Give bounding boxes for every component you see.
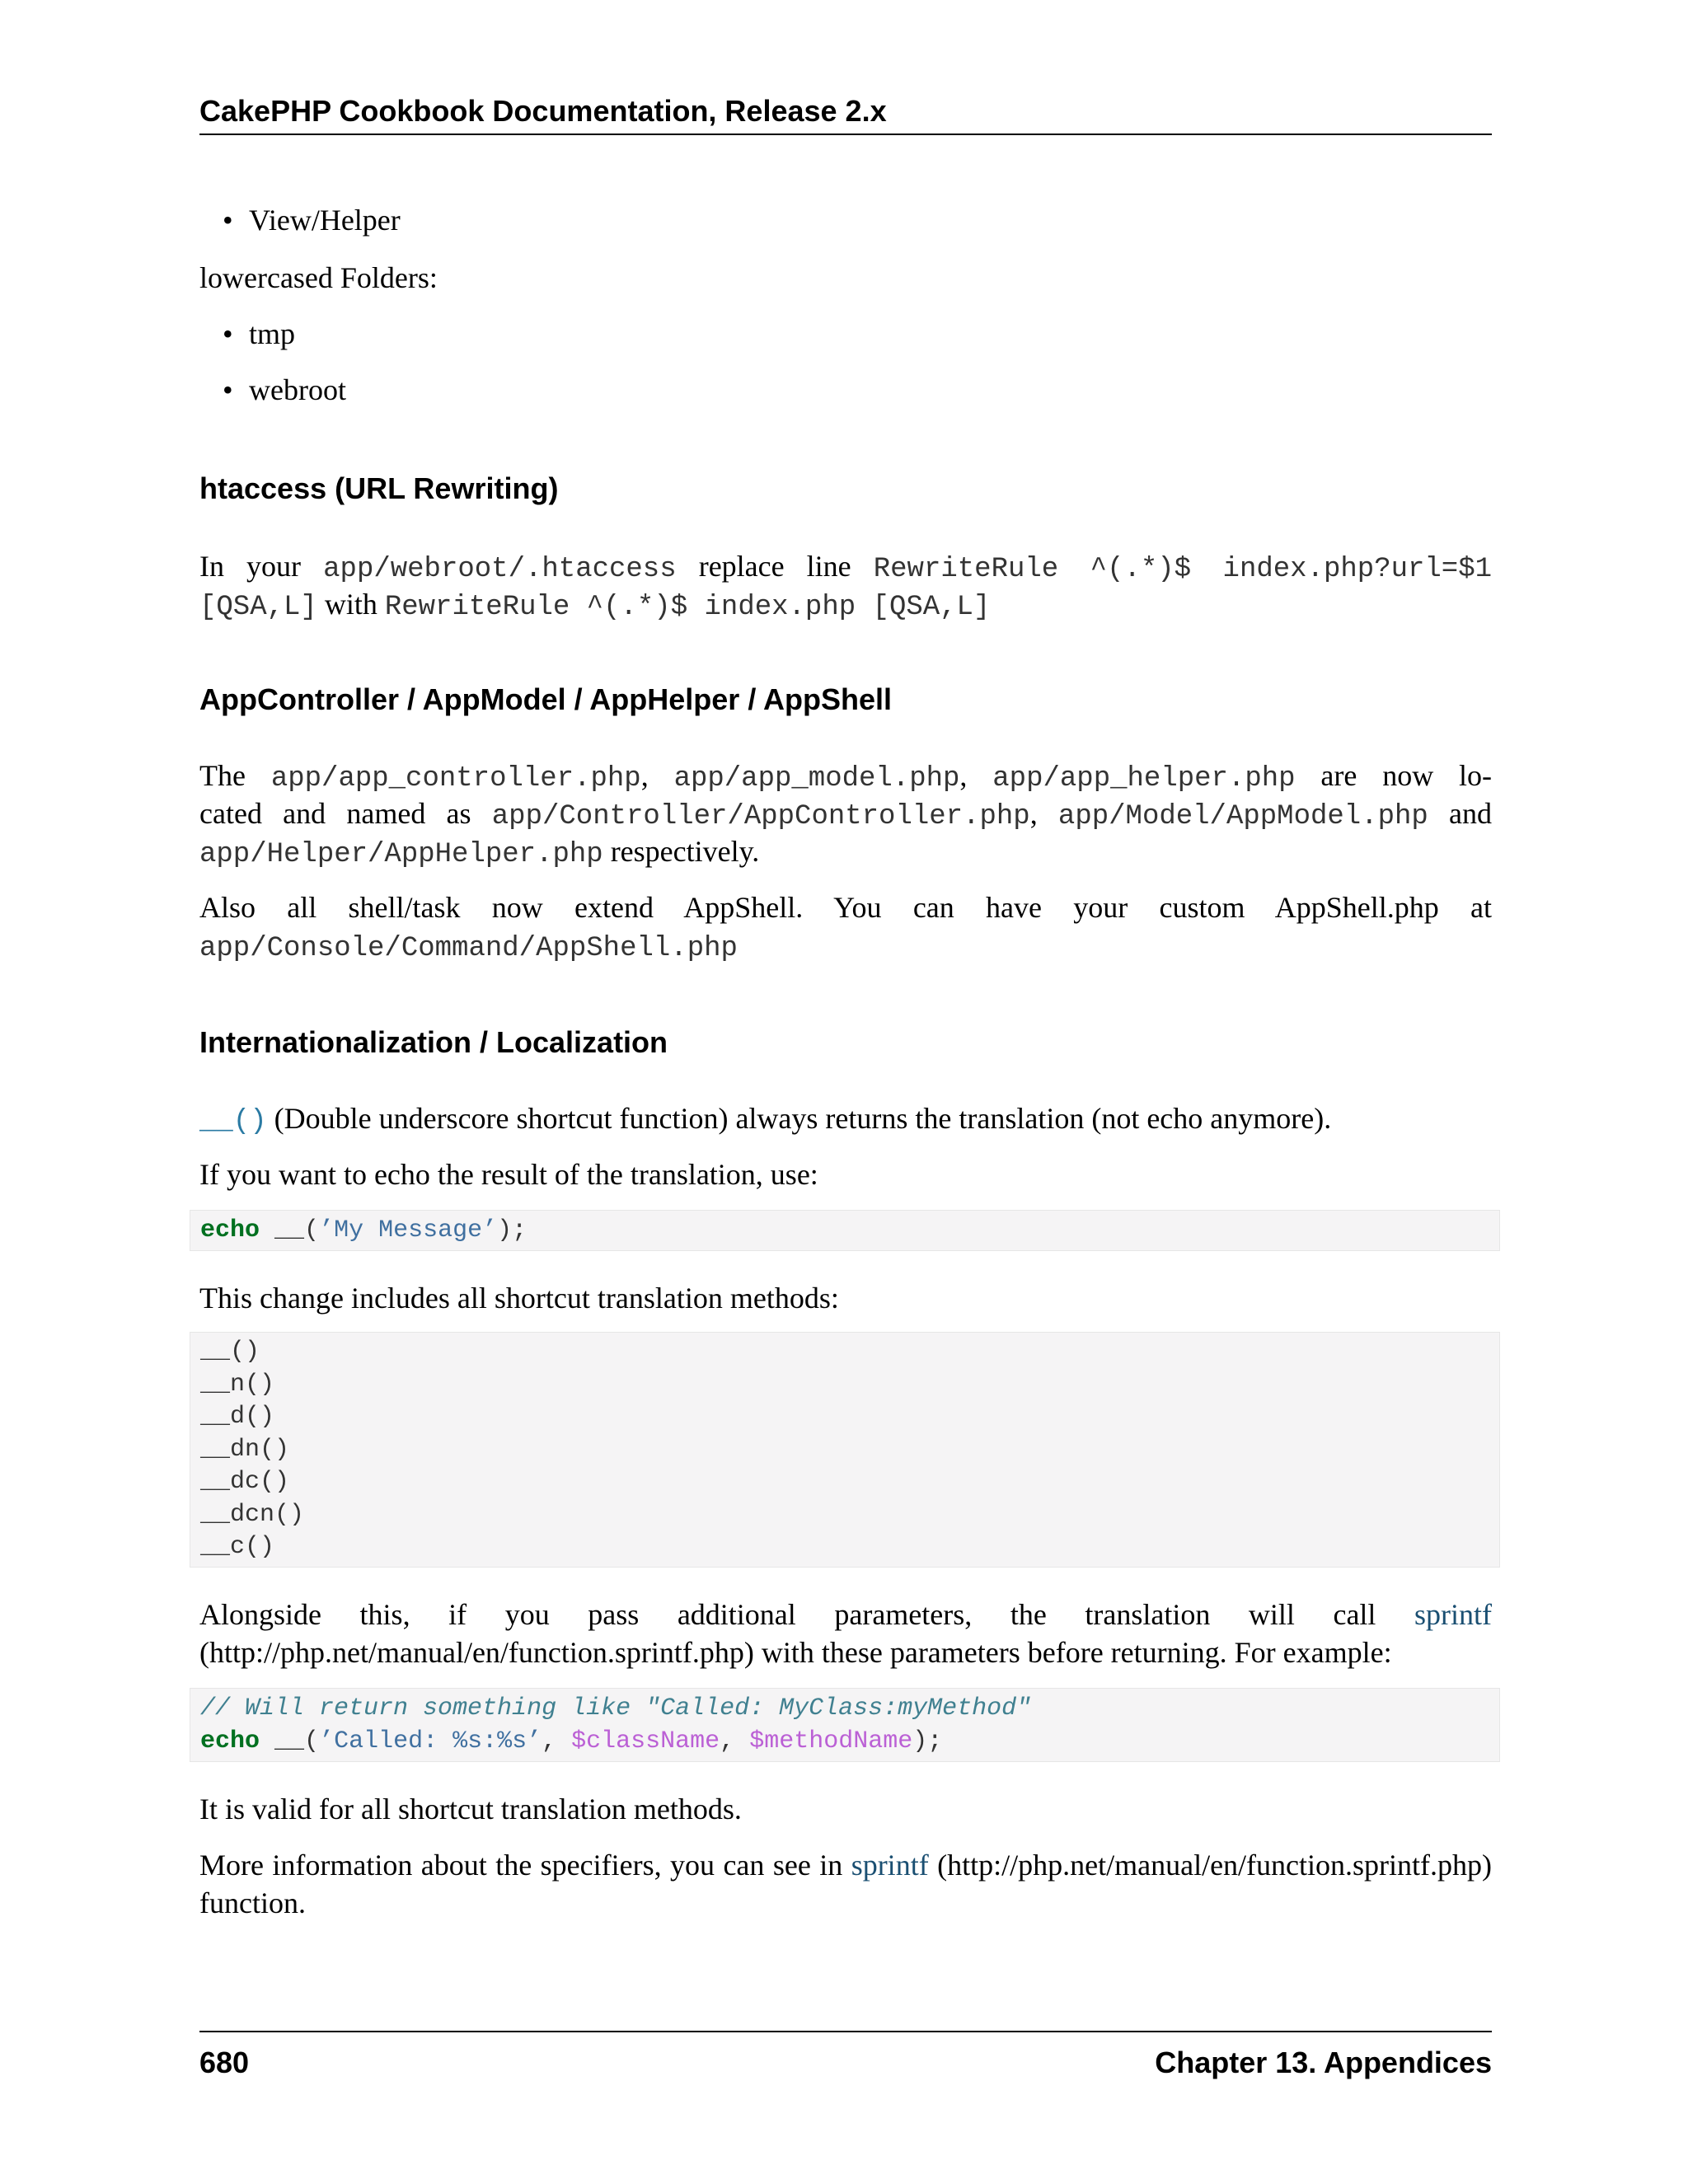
running-header	[199, 92, 1492, 135]
appcontroller-line3: app/Helper/AppHelper.php respectively.	[199, 835, 760, 870]
code-block-echo: echo __(’My Message’);	[190, 1210, 1500, 1251]
code-comment: // Will return something like "Called: MyClass:myMethod"	[200, 1694, 1032, 1722]
more-info-line2: function.	[199, 1886, 306, 1919]
sprintf-link-1[interactable]: sprintf	[1414, 1598, 1493, 1631]
code-block-methods	[190, 1332, 1500, 1568]
htaccess-paragraph-line1: In your app/webroot/.htaccess replace line RewriteRule ^(.*)$ index.php?url=$1	[199, 550, 1493, 585]
methods-intro: This change includes all shortcut translation methods:	[199, 1282, 839, 1315]
alongside-line2: (http://php.net/manual/en/function.sprintf.php) with these parameters before returning. For example:	[199, 1636, 1392, 1669]
section-heading-appcontroller: AppController / AppModel / AppHelper / AppShell	[199, 682, 892, 716]
method-line: __d()	[200, 1403, 275, 1431]
list-item-webroot: • webroot	[249, 371, 346, 409]
method-line: __()	[200, 1338, 260, 1366]
list-item-tmp: • tmp	[249, 315, 295, 353]
lowercased-folders-label: lowercased Folders:	[199, 261, 438, 294]
echo-intro: If you want to echo the result of the translation, use:	[199, 1158, 818, 1191]
section-heading-i18n: Internationalization / Localization	[199, 1025, 668, 1059]
appshell-line1: Also all shell/task now extend AppShell. You can have your custom AppShell.php at	[199, 891, 1492, 924]
appcontroller-line1: The app/app_controller.php, app/app_model.php, app/app_helper.php are now lo-	[199, 759, 1493, 794]
double-underscore-link[interactable]: __()	[199, 1106, 267, 1137]
list-item-view-helper: • View/Helper	[249, 201, 401, 239]
running-footer	[199, 2031, 1492, 2082]
appshell-line2: app/Console/Command/AppShell.php	[199, 933, 738, 964]
page-number: 680	[199, 2046, 250, 2079]
document-title: CakePHP Cookbook Documentation, Release 2.x	[199, 94, 887, 128]
code-line: echo __(’Called: %s:%s’, $className, $methodName);	[200, 1727, 943, 1755]
valid-note: It is valid for all shortcut translation methods.	[199, 1793, 742, 1825]
sprintf-link-2[interactable]: sprintf	[851, 1849, 929, 1882]
method-line: __n()	[200, 1370, 275, 1399]
alongside-line1: Alongside this, if you pass additional parameters, the translation will call sprintf	[199, 1598, 1493, 1631]
method-line: __c()	[200, 1533, 275, 1561]
i18n-description: __() (Double underscore shortcut function) always returns the translation (not echo anymore).	[199, 1102, 1332, 1137]
appcontroller-line2: cated and named as app/Controller/AppController.php, app/Model/AppModel.php and	[199, 797, 1493, 832]
method-line: __dc()	[200, 1468, 290, 1496]
code-block-sprintf-example	[190, 1688, 1500, 1762]
method-line: __dcn()	[200, 1500, 305, 1529]
more-info-line1: More information about the specifiers, you can see in sprintf (http://php.net/manual/en/function.sprintf.php)	[199, 1849, 1492, 1882]
section-heading-htaccess: htaccess (URL Rewriting)	[199, 471, 559, 505]
htaccess-paragraph-line2: [QSA,L] with RewriteRule ^(.*)$ index.php [QSA,L]	[199, 588, 991, 623]
chapter-title: Chapter 13. Appendices	[1155, 2046, 1492, 2079]
method-line: __dn()	[200, 1435, 290, 1464]
